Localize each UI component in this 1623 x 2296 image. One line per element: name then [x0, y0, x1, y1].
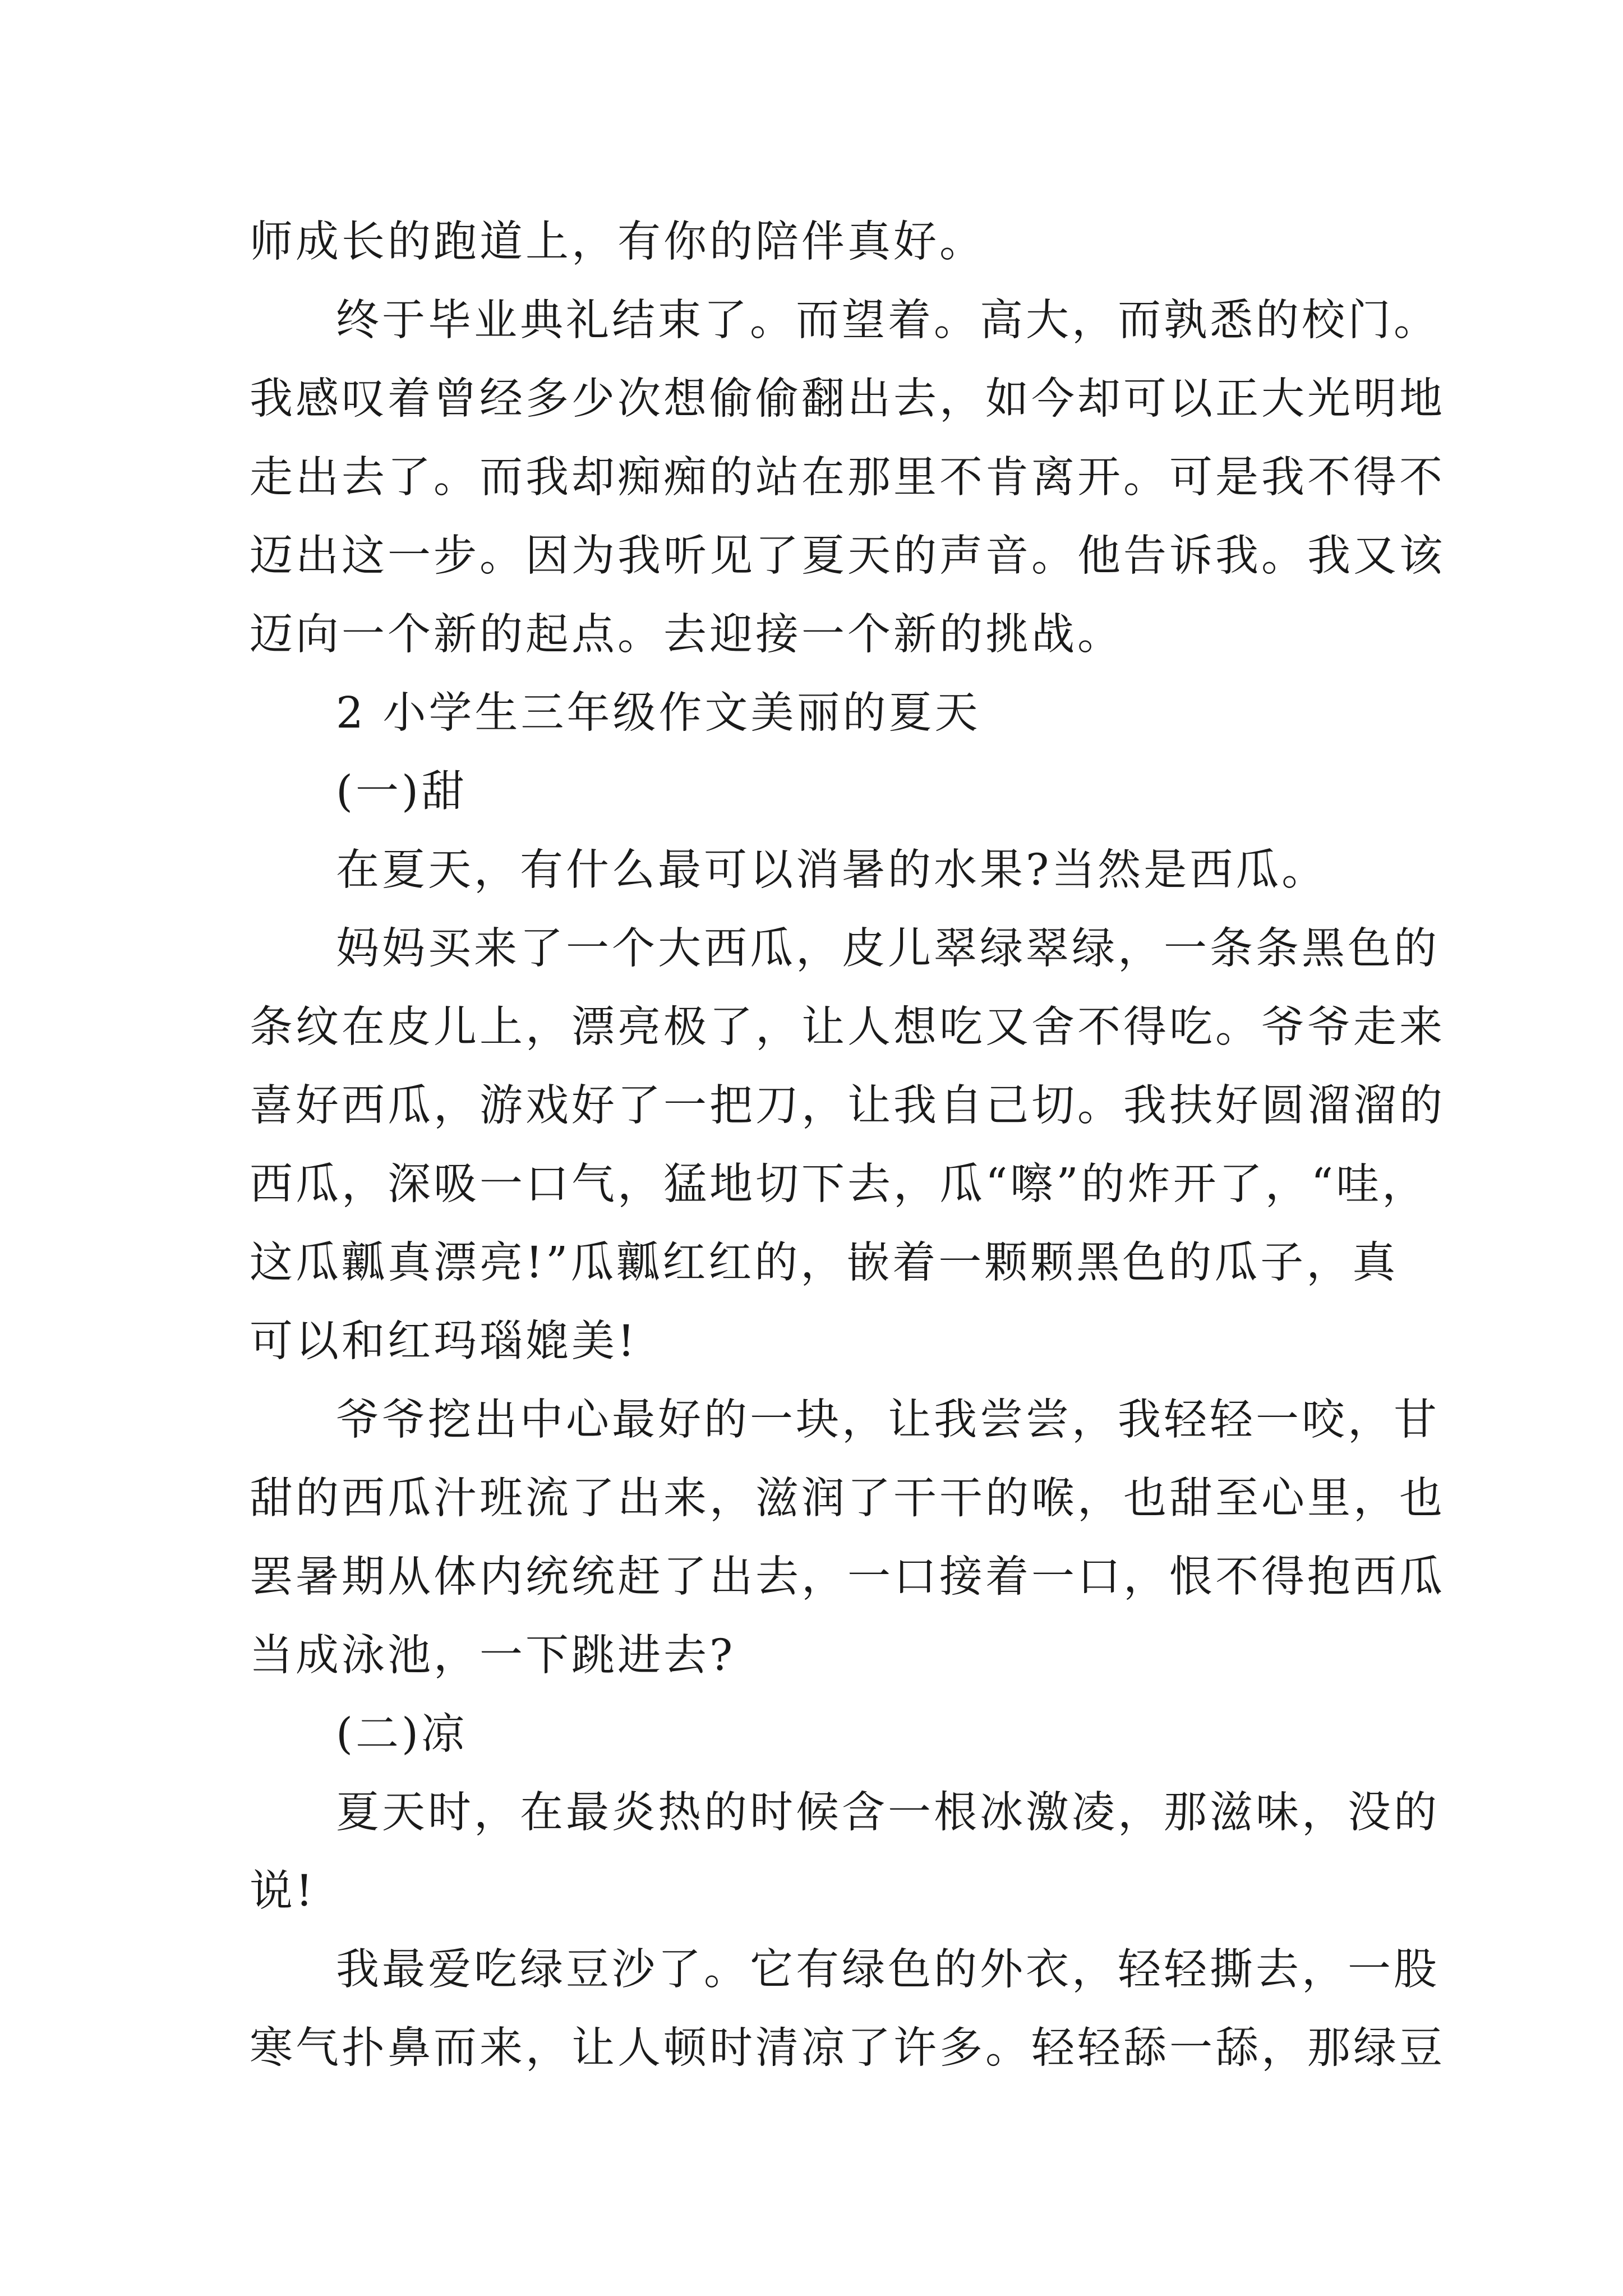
section-heading: 2 小学生三年级作文美丽的夏天	[336, 688, 981, 738]
document-body	[250, 203, 1445, 2088]
text-line: 妈妈买来了一个大西瓜，皮儿翠绿翠绿，一条条黑色的	[336, 924, 1440, 974]
text-line: 喜好西瓜，游戏好了一把刀，让我自己切。我扶好圆溜溜的	[250, 1081, 1445, 1131]
text-line: 我感叹着曾经多少次想偷偷翻出去，如今却可以正大光明地	[250, 374, 1445, 424]
text-line: 夏天时，在最炎热的时候含一根冰激凌，那滋味，没的	[336, 1788, 1440, 1838]
text-line: 说!	[250, 1866, 316, 1916]
text-line: 走出去了。而我却痴痴的站在那里不肯离开。可是我不得不	[250, 453, 1445, 503]
text-line: 爷爷挖出中心最好的一块，让我尝尝，我轻轻一咬，甘	[336, 1395, 1440, 1445]
text-line: 师成长的跑道上，有你的陪伴真好。	[250, 217, 985, 267]
text-line: 寒气扑鼻而来，让人顿时清凉了许多。轻轻舔一舔，那绿豆	[250, 2023, 1445, 2073]
text-line: 西瓜，深吸一口气，猛地切下去，瓜“嚓”的炸开了，“哇，	[250, 1159, 1428, 1209]
subsection-heading: (一)甜	[336, 767, 468, 817]
text-line: 条纹在皮儿上，漂亮极了，让人想吃又舍不得吃。爷爷走来	[250, 1002, 1445, 1052]
text-line: 迈出这一步。因为我听见了夏天的声音。他告诉我。我又该	[250, 531, 1445, 581]
text-line: 我最爱吃绿豆沙了。它有绿色的外衣，轻轻撕去，一股	[336, 1945, 1440, 1995]
text-line: 迈向一个新的起点。去迎接一个新的挑战。	[250, 610, 1123, 660]
text-line: 当成泳池，一下跳进去?	[250, 1631, 736, 1681]
subsection-heading: (二)凉	[336, 1709, 468, 1759]
text-line: 甜的西瓜汁班流了出来，滋润了干干的喉，也甜至心里，也	[250, 1474, 1445, 1524]
text-line: 这瓜瓤真漂亮!”瓜瓤红红的，嵌着一颗颗黑色的瓜子，真	[250, 1238, 1399, 1288]
text-line: 终于毕业典礼结束了。而望着。高大，而孰悉的校门。	[336, 296, 1440, 346]
text-line: 可以和红玛瑙媲美!	[250, 1317, 638, 1366]
text-line: 在夏天，有什么最可以消暑的水果?当然是西瓜。	[336, 845, 1328, 895]
text-line: 罢暑期从体内统统赶了出去，一口接着一口，恨不得抱西瓜	[250, 1552, 1445, 1602]
